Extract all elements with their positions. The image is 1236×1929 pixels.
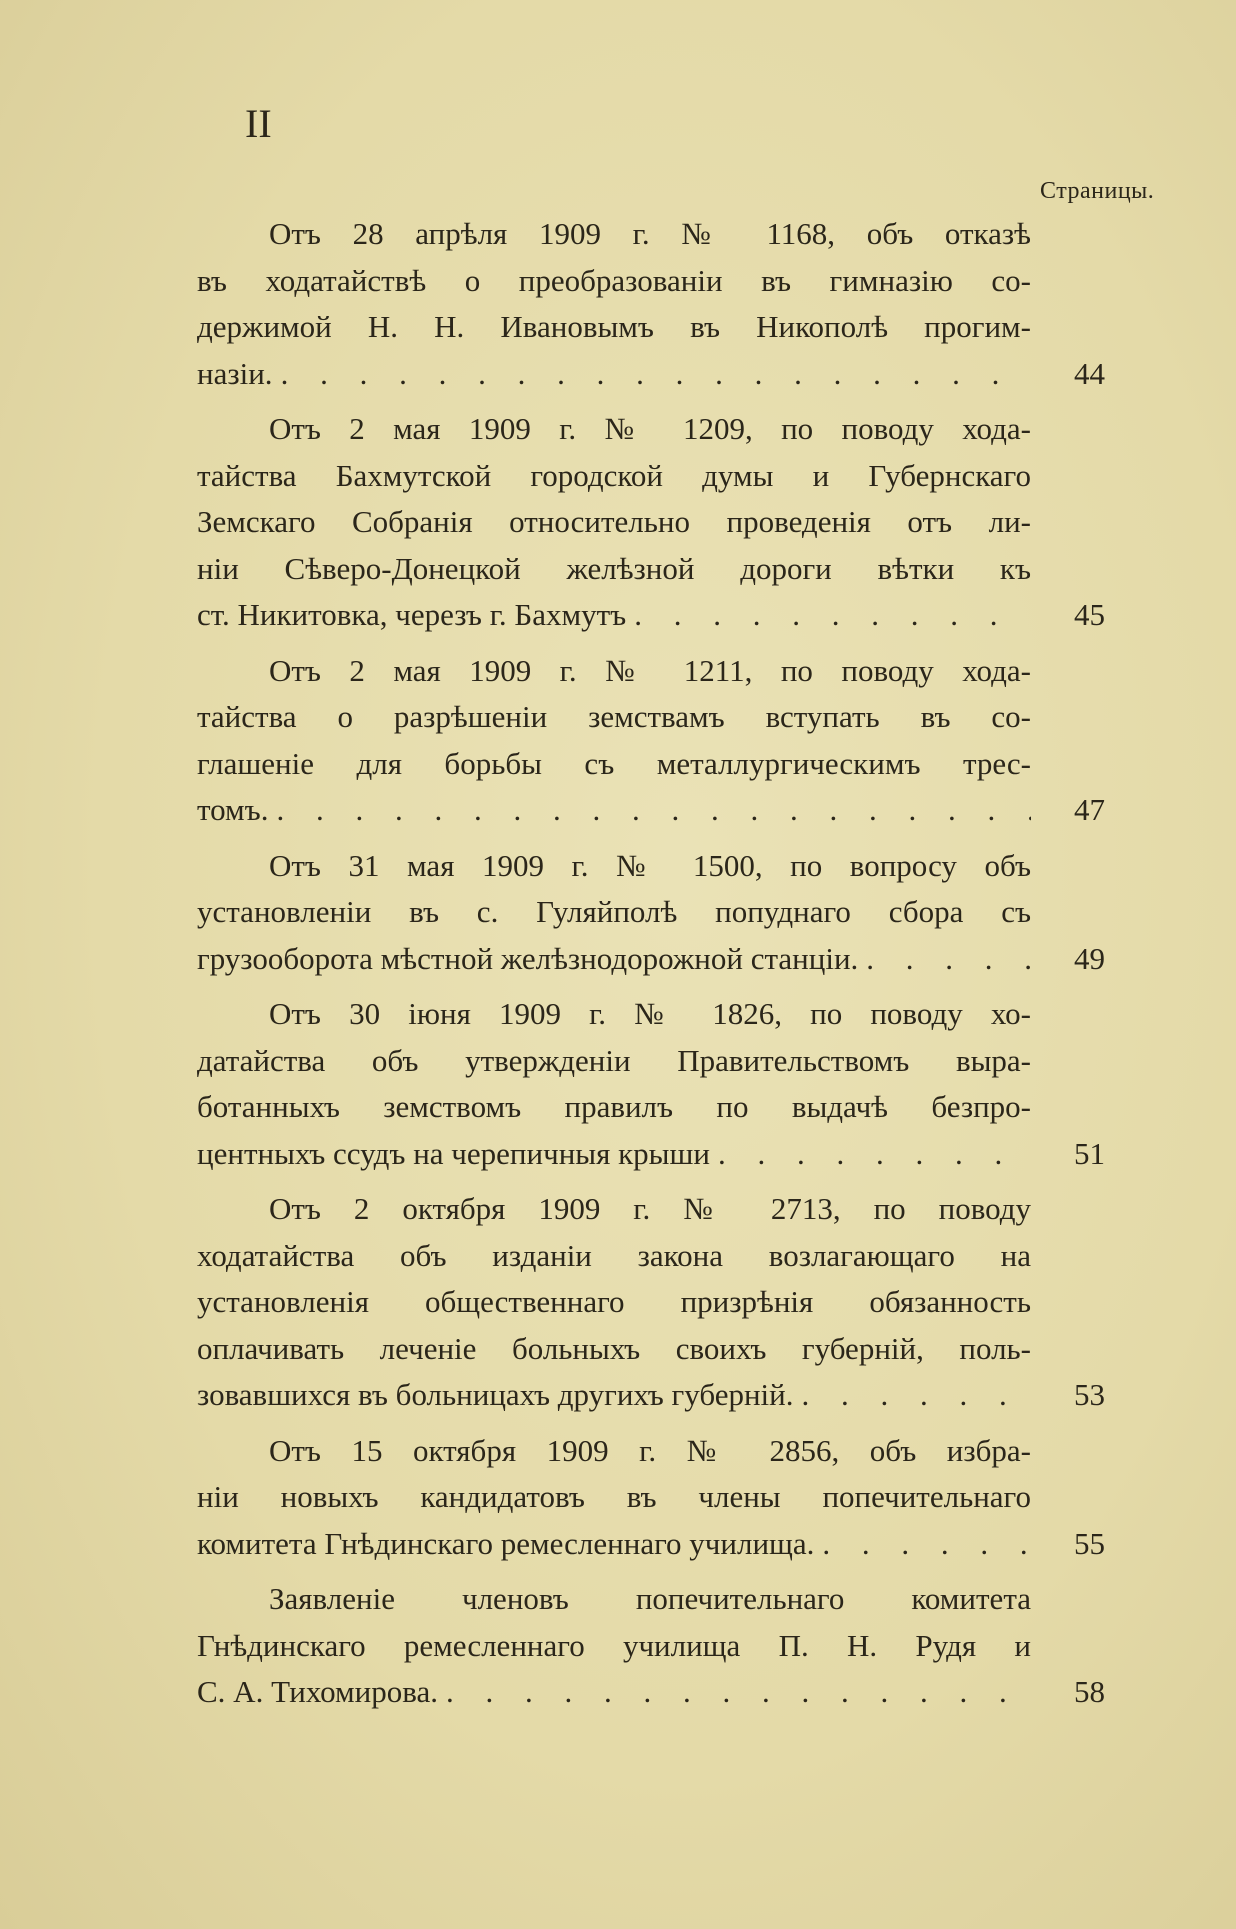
page-number: 58: [1074, 1674, 1105, 1709]
toc-text: Отъ 2 мая 1909 г. № 1209, по поводу хода-: [269, 411, 1031, 446]
toc-line: [197, 546, 1105, 593]
toc-line-text: [197, 843, 1031, 890]
toc-line: [197, 1428, 1105, 1475]
toc-line-text: [197, 211, 1031, 258]
toc-line: [197, 1669, 1105, 1716]
toc-line: [197, 648, 1105, 695]
toc-line: [197, 453, 1105, 500]
toc-line-text: [197, 546, 1031, 593]
toc-line: [197, 304, 1105, 351]
page-number-spacer: [1031, 406, 1105, 453]
page-number-spacer: [1031, 741, 1105, 788]
toc-text: ніи Сѣверо-Донецкой желѣзной дороги вѣтки къ: [197, 550, 1031, 586]
page-number-spacer: [1031, 546, 1105, 593]
toc-text: Отъ 2 мая 1909 г. № 1211, по поводу хода-: [269, 652, 1031, 688]
toc-text: грузооборота мѣстной желѣзнодорожной станціи.: [197, 940, 859, 976]
toc-line-text: [197, 499, 1031, 546]
dot-leader: [626, 592, 1031, 639]
toc-line: [197, 1623, 1105, 1670]
toc-line: [197, 1521, 1105, 1568]
dot-leader: [858, 936, 1031, 983]
toc-entry: [197, 1576, 1105, 1716]
toc-line: [197, 351, 1105, 398]
toc-text: ходатайства объ изданіи закона возлагающаго на: [197, 1237, 1031, 1273]
toc-line-text: [197, 406, 1031, 453]
toc-text: Заявленіе членовъ попечительнаго комитета: [269, 1581, 1031, 1616]
toc-text: установленіи въ с. Гуляйполѣ попуднаго сбора съ: [197, 894, 1031, 929]
toc-line-text: [197, 453, 1031, 500]
page-number-spacer: [1031, 889, 1105, 936]
toc-line-text: [197, 1233, 1031, 1280]
page-number-spacer: [1031, 843, 1105, 890]
dot-leader: [710, 1131, 1031, 1178]
toc-line: [197, 499, 1105, 546]
toc-line: [197, 991, 1105, 1038]
toc-line: [197, 787, 1105, 834]
toc-text: установленія общественнаго призрѣнія обязанность: [197, 1284, 1031, 1319]
toc-line-text: [197, 787, 1031, 834]
page-number-spacer: [1031, 1233, 1105, 1280]
toc-text: оплачивать леченіе больныхъ своихъ губерній, поль-: [197, 1330, 1031, 1366]
toc-line-text: [197, 1131, 1031, 1178]
toc-text: Отъ 2 октября 1909 г. № 2713, по поводу: [269, 1191, 1031, 1226]
toc-line: [197, 258, 1105, 305]
page-number-spacer: [1031, 258, 1105, 305]
toc-line: [197, 1474, 1105, 1521]
toc-line: [197, 936, 1105, 983]
page-folio: II: [245, 101, 272, 146]
page-number: 53: [1074, 1377, 1105, 1412]
toc-line: [197, 889, 1105, 936]
toc-line: [197, 1576, 1105, 1623]
page-number-spacer: [1031, 1279, 1105, 1326]
toc-line: [197, 741, 1105, 788]
toc-line-text: [197, 1474, 1031, 1521]
toc-text: держимой Н. Н. Ивановымъ въ Никополѣ прогим-: [197, 309, 1031, 344]
page-number-spacer: [1031, 1623, 1105, 1670]
toc-line: [197, 1326, 1105, 1373]
toc-line-text: [197, 1669, 1031, 1716]
toc-line-text: [197, 1326, 1031, 1373]
toc-text: тайства о разрѣшеніи земствамъ вступать въ со-: [197, 699, 1031, 734]
toc-entry: [197, 991, 1105, 1177]
toc-line: [197, 694, 1105, 741]
toc-text: комитета Гнѣдинскаго ремесленнаго училища.: [197, 1525, 815, 1561]
toc-line-text: [197, 741, 1031, 788]
toc-entry: [197, 406, 1105, 639]
page-number-spacer: [1031, 648, 1105, 695]
toc-text: назіи.: [197, 355, 273, 391]
page-number: 47: [1074, 792, 1105, 827]
toc-text: Отъ 31 мая 1909 г. № 1500, по вопросу объ: [269, 847, 1031, 883]
toc-line-text: [197, 1576, 1031, 1623]
page-number: 49: [1074, 940, 1105, 976]
toc-line: [197, 406, 1105, 453]
toc-line: [197, 1084, 1105, 1131]
toc-text: Гнѣдинскаго ремесленнаго училища П. Н. Рудя и: [197, 1627, 1031, 1663]
toc-line: [197, 1131, 1105, 1178]
page-number-spacer: [1031, 1428, 1105, 1475]
toc-entry: [197, 1186, 1105, 1419]
toc-text: центныхъ ссудъ на черепичныя крыши: [197, 1135, 710, 1171]
toc-entry: [197, 211, 1105, 397]
toc-text: Отъ 30 іюня 1909 г. № 1826, по поводу хо-: [269, 996, 1031, 1031]
toc-text: ботанныхъ земствомъ правилъ по выдачѣ безпро-: [197, 1089, 1031, 1124]
toc-text: датайства объ утвержденіи Правительствомъ выра-: [197, 1042, 1031, 1078]
toc-line: [197, 1372, 1105, 1419]
page-number-spacer: [1031, 211, 1105, 258]
toc-line-text: [197, 889, 1031, 936]
dot-leader: [814, 1521, 1031, 1568]
toc-entry: [197, 843, 1105, 983]
page-number: 45: [1074, 597, 1105, 632]
page-number-spacer: [1031, 1084, 1105, 1131]
toc-text: глашеніе для борьбы съ металлургическимъ трес-: [197, 745, 1031, 781]
toc-line: [197, 843, 1105, 890]
page-number-spacer: [1031, 1186, 1105, 1233]
page-number: 55: [1074, 1525, 1105, 1561]
page-number-spacer: [1031, 304, 1105, 351]
toc-text: въ ходатайствѣ о преобразованіи въ гимназію со-: [197, 262, 1031, 298]
toc-line-text: [197, 1372, 1031, 1419]
page-number-spacer: [1031, 1038, 1105, 1085]
table-of-contents: [197, 211, 1105, 1725]
toc-line: [197, 592, 1105, 639]
toc-line-text: [197, 592, 1031, 639]
toc-line-text: [197, 1521, 1031, 1568]
toc-text: Земскаго Собранія относительно проведенія отъ ли-: [197, 504, 1031, 539]
toc-text: ст. Никитовка, черезъ г. Бахмутъ: [197, 597, 627, 632]
dot-leader: [794, 1372, 1031, 1419]
toc-line-text: [197, 991, 1031, 1038]
toc-line-text: [197, 1038, 1031, 1085]
dot-leader: [268, 787, 1031, 834]
toc-entry: [197, 648, 1105, 834]
page-number-spacer: [1031, 991, 1105, 1038]
toc-line: [197, 1186, 1105, 1233]
toc-line-text: [197, 351, 1031, 398]
toc-text: тайства Бахмутской городской думы и Губернскаго: [197, 457, 1031, 493]
toc-line-text: [197, 1084, 1031, 1131]
toc-line-text: [197, 1279, 1031, 1326]
toc-text: Отъ 28 апрѣля 1909 г. № 1168, объ отказѣ: [269, 216, 1031, 251]
toc-line-text: [197, 936, 1031, 983]
toc-text: томъ.: [197, 792, 269, 827]
toc-text: ніи новыхъ кандидатовъ въ члены попечительнаго: [197, 1479, 1031, 1514]
toc-line-text: [197, 1186, 1031, 1233]
toc-line-text: [197, 1428, 1031, 1475]
page-number-spacer: [1031, 499, 1105, 546]
dot-leader: [438, 1669, 1031, 1716]
toc-text: зовавшихся въ больницахъ другихъ губерній.: [197, 1377, 794, 1412]
page-number-spacer: [1031, 1474, 1105, 1521]
page-number-spacer: [1031, 694, 1105, 741]
toc-line-text: [197, 304, 1031, 351]
toc-text: С. А. Тихомирова.: [197, 1674, 438, 1709]
toc-line: [197, 1279, 1105, 1326]
toc-entry: [197, 1428, 1105, 1568]
toc-line-text: [197, 1623, 1031, 1670]
page-number-spacer: [1031, 1326, 1105, 1373]
toc-line-text: [197, 258, 1031, 305]
toc-line: [197, 211, 1105, 258]
toc-line: [197, 1233, 1105, 1280]
toc-line-text: [197, 694, 1031, 741]
page-number-spacer: [1031, 453, 1105, 500]
page-number-spacer: [1031, 1576, 1105, 1623]
dot-leader: [273, 351, 1031, 398]
page-number: 51: [1074, 1135, 1105, 1171]
toc-line: [197, 1038, 1105, 1085]
pages-column-heading: Страницы.: [1040, 178, 1155, 204]
page-number: 44: [1074, 355, 1105, 391]
toc-text: Отъ 15 октября 1909 г. № 2856, объ избра-: [269, 1432, 1031, 1468]
toc-line-text: [197, 648, 1031, 695]
